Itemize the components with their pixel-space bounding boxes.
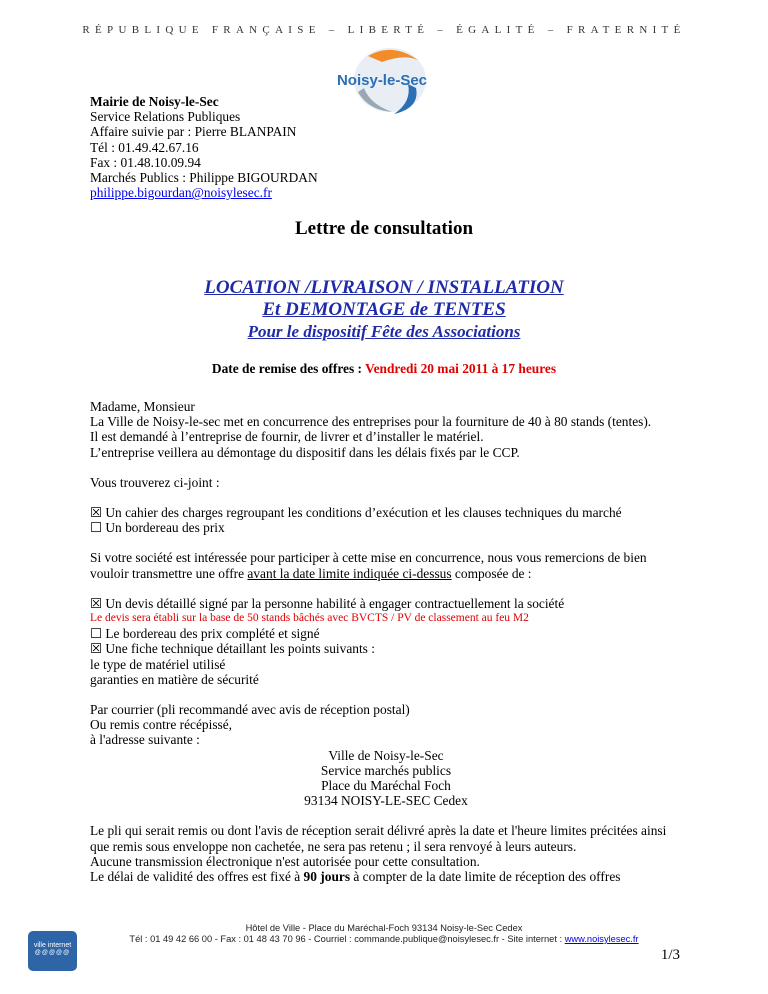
republic-motto: RÉPUBLIQUE FRANÇAISE – LIBERTÉ – ÉGALITÉ – FRATERNITÉ — [82, 24, 686, 36]
enclosed-label: Vous trouverez ci-joint : — [90, 474, 220, 490]
org-name: Mairie de Noisy-le-Sec — [90, 94, 219, 109]
subject-line-3: Pour le dispositif Fête des Associations — [247, 322, 521, 341]
fax: Fax : 01.48.10.09.94 — [90, 154, 201, 170]
send-1: Par courrier (pli recommandé avec avis de réception postal) — [90, 702, 410, 718]
badge-text: ville internet — [33, 942, 72, 949]
address-2: Service marchés publics — [320, 762, 452, 778]
requirement-3b: garanties en matière de sécurité — [90, 671, 259, 687]
closing-3b: 90 jours — [303, 869, 351, 885]
deadline-value: Vendredi 20 mai 2011 à 17 heures — [365, 361, 557, 376]
address-4: 93134 NOISY-LE-SEC Cedex — [304, 793, 468, 809]
city-logo — [308, 44, 456, 116]
page-number: 1/3 — [660, 947, 680, 963]
closing-2: Aucune transmission électronique n'est autorisée pour cette consultation. — [90, 853, 480, 869]
intro-2: Il est demandé à l’entreprise de fournir, de livrer et d’installer le matériel. — [90, 429, 484, 445]
sender-block — [90, 94, 318, 200]
closing-3c: à compter de la date limite de réception des offres — [350, 869, 621, 885]
requirement-note: Le devis sera établi sur la base de 50 stands bâchés avec BVCTS / PV de classement au feu M2 — [90, 612, 529, 625]
enclosed-item-2: ☐ Un bordereau des prix — [90, 520, 225, 536]
address-1: Ville de Noisy-le-Sec — [328, 747, 444, 763]
interest-paragraph — [90, 550, 682, 580]
email-link[interactable]: philippe.bigourdan@noisylesec.fr — [90, 185, 272, 201]
requirement-3: ☒ Une fiche technique détaillant les points suivants : — [90, 641, 375, 657]
closing-3a: Le délai de validité des offres est fixé à — [90, 869, 304, 885]
interest-text-a: Si votre société est intéressée pour participer à cette mise en concurrence, nous vous remercions de bien vouloir transmettre une offre — [90, 550, 647, 581]
subject-line-1: LOCATION /LIVRAISON / INSTALLATION — [204, 277, 564, 298]
badge-dots: @@@@@ — [34, 950, 71, 956]
footer-site-link[interactable]: www.noisylesec.fr — [564, 934, 639, 944]
intro-3: L’entreprise veillera au démontage du dispositif dans les délais fixés par le CCP. — [90, 444, 520, 460]
send-3: à l'adresse suivante : — [90, 732, 200, 748]
service-name: Service Relations Publiques — [90, 109, 241, 125]
document-title: Lettre de consultation — [294, 218, 474, 239]
phone: Tél : 01.49.42.67.16 — [90, 139, 199, 155]
closing-3 — [90, 869, 682, 884]
ville-internet-badge — [28, 931, 77, 971]
footer-contact — [0, 934, 768, 945]
subject-block — [0, 277, 768, 343]
closing-1: Le pli qui serait remis ou dont l'avis de réception serait délivré après la date et l'heure limites précitées ainsi que remis sous enveloppe non cachetée, ne sera pas retenu ; il sera renvoyé à leurs auteurs. — [90, 823, 667, 854]
intro-1: La Ville de Noisy-le-sec met en concurrence des entreprises pour la fourniture de 40 à 80 stands (tentes). — [90, 414, 652, 430]
greeting: Madame, Monsieur — [90, 399, 195, 414]
address-3: Place du Maréchal Foch — [321, 778, 451, 794]
noisy-le-sec-logo-icon — [308, 44, 456, 116]
footer-address: Hôtel de Ville - Place du Maréchal-Foch 93134 Noisy-le-Sec Cedex — [245, 923, 523, 933]
requirement-3a: le type de matériel utilisé — [90, 656, 226, 672]
deadline-label: Date de remise des offres : — [211, 361, 366, 376]
logo-text: Noisy-le-Sec — [336, 72, 428, 89]
markets-contact: Marchés Publics : Philippe BIGOURDAN — [90, 170, 318, 186]
requirement-2: ☐ Le bordereau des prix complété et signé — [90, 626, 320, 642]
enclosed-item-1: ☒ Un cahier des charges regroupant les conditions d’exécution et les clauses techniques du marché — [90, 505, 622, 521]
followed-by: Affaire suivie par : Pierre BLANPAIN — [90, 124, 297, 140]
letter-body — [90, 399, 682, 884]
footer-contact-text: Tél : 01 49 42 66 00 - Fax : 01 48 43 70 96 - Courriel : commande.publique@noisylesec.fr - Site internet : — [129, 934, 565, 944]
page-footer — [0, 923, 768, 945]
interest-text-b: composée de : — [451, 565, 532, 581]
deadline-line — [0, 361, 768, 377]
send-2: Ou remis contre récépissé, — [90, 717, 233, 733]
interest-underlined: avant la date limite indiquée ci-dessus — [247, 565, 452, 581]
requirement-1: ☒ Un devis détaillé signé par la personne habilité à engager contractuellement la société — [90, 595, 565, 611]
subject-line-2: Et DEMONTAGE de TENTES — [262, 299, 506, 320]
